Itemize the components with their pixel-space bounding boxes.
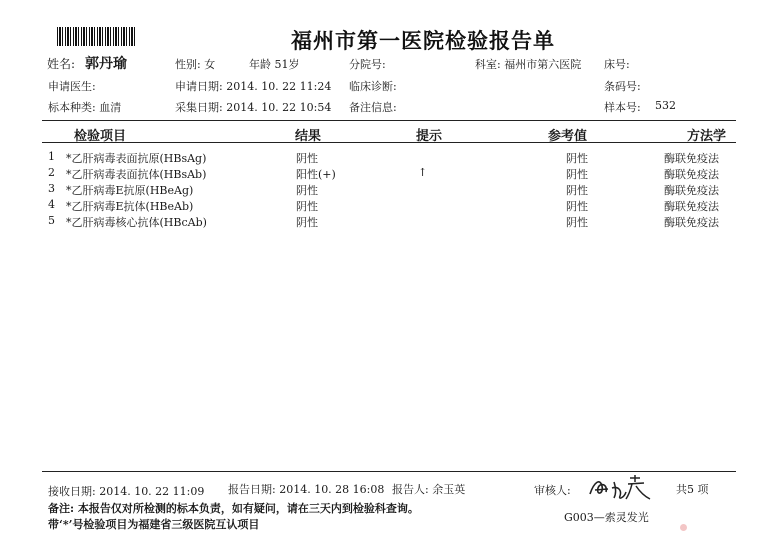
collect-date: 采集日期: 2014. 10. 22 10:54 — [175, 101, 332, 114]
up-arrow-icon: ↑ — [418, 166, 428, 179]
department: 科室: 福州市第六医院 — [475, 58, 582, 71]
table-header-rule — [42, 142, 736, 143]
sample-type: 标本种类: 血清 — [48, 101, 122, 114]
clinical-diagnosis: 临床诊断: — [349, 80, 397, 93]
table-top-rule — [42, 120, 736, 121]
sample-number: 532 — [655, 99, 676, 112]
reviewer-signature — [586, 472, 658, 502]
report-title: 福州市第一医院检验报告单 — [291, 29, 555, 53]
patient-sex: 性别: 女 — [175, 58, 216, 71]
row-result: 阴性 — [296, 184, 318, 197]
row-method: 酶联免疫法 — [664, 168, 719, 181]
row-item: *乙肝病毒E抗原(HBeAg) — [66, 184, 194, 197]
sample-number-label: 样本号: — [604, 101, 641, 114]
row-item: *乙肝病毒E抗体(HBeAb) — [66, 200, 194, 213]
row-method: 酶联免疫法 — [664, 216, 719, 229]
reviewer-label: 审核人: — [534, 484, 571, 497]
row-number: 3 — [48, 182, 55, 195]
row-method: 酶联免疫法 — [664, 200, 719, 213]
row-result: 阴性 — [296, 152, 318, 165]
row-reference: 阴性 — [566, 184, 588, 197]
row-number: 2 — [48, 166, 55, 179]
barcode-number: 条码号: — [604, 80, 641, 93]
row-item: *乙肝病毒表面抗原(HBsAg) — [66, 152, 207, 165]
report-date: 报告日期: 2014. 10. 28 16:08 — [228, 483, 385, 496]
footer-note: 备注: 本报告仅对所检测的标本负责，如有疑问，请在三天内到检验科查询。 — [48, 502, 419, 515]
row-number: 1 — [48, 150, 55, 163]
requesting-doctor: 申请医生: — [48, 80, 96, 93]
row-method: 酶联免疫法 — [664, 184, 719, 197]
row-reference: 阴性 — [566, 168, 588, 181]
bed-number: 床号: — [604, 58, 630, 71]
column-flag: 提示 — [416, 129, 443, 144]
name-label: 姓名: — [47, 57, 76, 71]
row-item: *乙肝病毒表面抗体(HBsAb) — [66, 168, 207, 181]
row-reference: 阴性 — [566, 216, 588, 229]
remarks: 备注信息: — [349, 101, 397, 114]
row-result: 阳性(+) — [296, 168, 336, 181]
row-method: 酶联免疫法 — [664, 152, 719, 165]
row-result: 阴性 — [296, 200, 318, 213]
patient-name: 郭丹瑜 — [85, 56, 127, 72]
item-count: 共5 项 — [676, 483, 709, 496]
reporter: 报告人: 余玉英 — [392, 483, 466, 496]
column-reference: 参考值 — [548, 129, 588, 144]
branch-number: 分院号: — [349, 58, 386, 71]
column-result: 结果 — [295, 129, 322, 144]
footer-note-mutual-recognition: 带‘*’号检验项目为福建省三级医院互认项目 — [48, 518, 260, 531]
column-method: 方法学 — [687, 129, 727, 144]
watermark-icon — [680, 524, 687, 531]
row-reference: 阴性 — [566, 152, 588, 165]
instrument-code: G003—索灵发光 — [564, 511, 649, 524]
patient-age: 年龄 51岁 — [249, 58, 300, 71]
row-number: 5 — [48, 214, 55, 227]
receive-date: 接收日期: 2014. 10. 22 11:09 — [48, 485, 205, 498]
row-reference: 阴性 — [566, 200, 588, 213]
apply-date: 申请日期: 2014. 10. 22 11:24 — [175, 80, 332, 93]
barcode — [57, 27, 137, 46]
row-number: 4 — [48, 198, 55, 211]
row-result: 阴性 — [296, 216, 318, 229]
row-item: *乙肝病毒核心抗体(HBcAb) — [66, 216, 207, 229]
column-item: 检验项目 — [74, 129, 127, 144]
